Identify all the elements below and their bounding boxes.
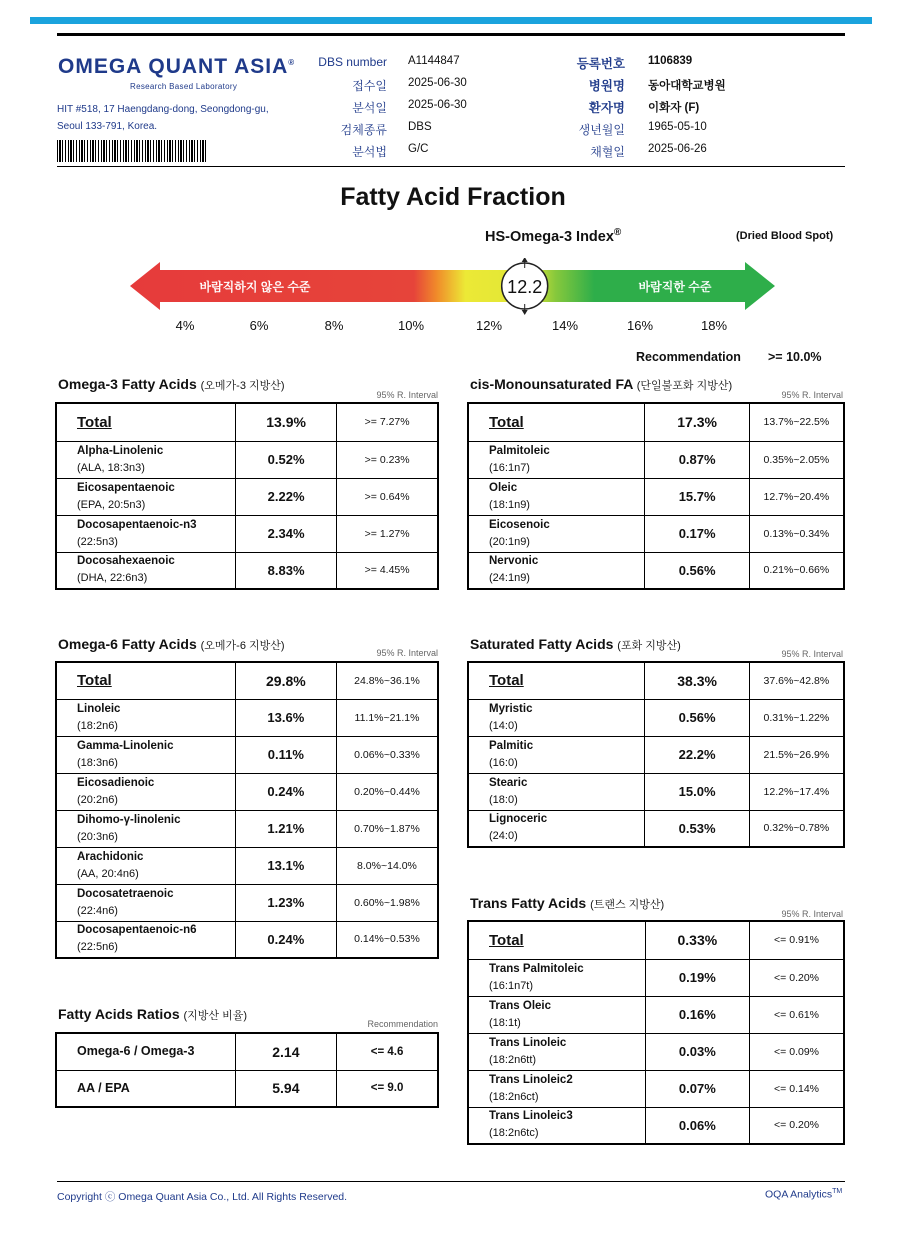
good-zone-label: 바람직한 수준 [638, 280, 712, 294]
scale-label-16: 16% [626, 318, 654, 333]
patient-name-label: 환자명 [588, 101, 625, 115]
cismono-section-title: cis-Monounsaturated FA (단일불포화 지방산) [470, 376, 733, 392]
index-value-marker [502, 258, 548, 315]
table-row: Alpha-Linolenic (ALA, 18:3n3) 0.52% >= 0.23% [56, 441, 438, 478]
footer-brand: OQA Analytics™ [765, 1188, 843, 1201]
table-row: Trans Linoleic2 (18:2n6ct) 0.07% <= 0.14% [468, 1070, 844, 1107]
saturated-total-range: 37.6%~42.8% [749, 662, 844, 699]
scale-label-4: 4% [175, 318, 195, 333]
table-row: Trans Linoleic3 (18:2n6tc) 0.06% <= 0.20% [468, 1107, 844, 1144]
omega3-section-title: Omega-3 Fatty Acids (오메가-3 지방산) [58, 376, 285, 392]
address-line-2: Seoul 133-791, Korea. [57, 121, 158, 132]
index-title: HS-Omega-3 Index® [485, 227, 622, 245]
sample-type-note: (Dried Blood Spot) [736, 230, 834, 242]
omega3-table [55, 402, 439, 590]
cismono-total-value: 17.3% [645, 403, 749, 441]
copyright: Copyright ⓒ Omega Quant Asia Co., Ltd. All Rights Reserved. [57, 1191, 348, 1203]
table-row: Eicosenoic (20:1n9) 0.17% 0.13%~0.34% [468, 515, 844, 552]
ratios-section-title: Fatty Acids Ratios (지방산 비율) [58, 1006, 248, 1022]
receipt-date-label: 접수일 [352, 79, 387, 93]
company-logo: OMEGA QUANT ASIA® [58, 55, 296, 78]
patient-name-value: 이화자 (F) [648, 102, 700, 114]
table-row: Trans Linoleic (18:2n6tt) 0.03% <= 0.09% [468, 1033, 844, 1070]
method-value: G/C [408, 143, 429, 155]
table-row: Trans Oleic (18:1t) 0.16% <= 0.61% [468, 996, 844, 1033]
table-row: Docosatetraenoic (22:4n6) 1.23% 0.60%~1.98% [56, 884, 438, 921]
scale-label-14: 14% [551, 318, 579, 333]
address-line-1: HIT #518, 17 Haengdang-dong, Seongdong-gu, [57, 104, 269, 115]
sample-type-label: 검체종류 [340, 123, 387, 137]
scale-label-8: 8% [324, 318, 344, 333]
birth-date-label: 생년월일 [578, 123, 625, 137]
table-row: Docosahexaenoic (DHA, 22:6n3) 8.83% >= 4.45% [56, 552, 438, 589]
top-accent-bar [30, 17, 872, 24]
omega6-total-label: Total [56, 662, 235, 699]
trans-total-value: 0.33% [645, 921, 749, 959]
receipt-date-value: 2025-06-30 [408, 77, 467, 89]
trans-total-label: Total [468, 921, 645, 959]
trans-interval-label: 95% R. Interval [781, 909, 843, 919]
recommendation-label: Recommendation [636, 350, 741, 364]
table-row: Docosapentaenoic-n6 (22:5n6) 0.24% 0.14%~0.53% [56, 921, 438, 958]
table-row [468, 662, 844, 699]
collection-date-label: 채혈일 [590, 145, 625, 159]
dbs-number-label: DBS number [318, 55, 387, 69]
table-row: AA / EPA 5.94 <= 9.0 [56, 1070, 438, 1107]
omega3-index-gauge [130, 258, 780, 318]
table-row: Eicosapentaenoic (EPA, 20:5n3) 2.22% >= 0.64% [56, 478, 438, 515]
barcode [57, 140, 207, 162]
saturated-section-title: Saturated Fatty Acids (포화 지방산) [470, 636, 681, 652]
table-row: Stearic (18:0) 15.0% 12.2%~17.4% [468, 773, 844, 810]
table-row [56, 662, 438, 699]
method-label: 분석법 [352, 145, 387, 159]
trans-section-title: Trans Fatty Acids (트랜스 지방산) [470, 895, 665, 911]
bad-zone-label: 바람직하지 않은 수준 [199, 280, 311, 294]
trans-table [467, 920, 845, 1145]
hospital-value: 동아대학교병원 [648, 80, 726, 92]
cismono-interval-label: 95% R. Interval [781, 390, 843, 400]
omega6-total-range: 24.8%~36.1% [336, 662, 438, 699]
table-row: Myristic (14:0) 0.56% 0.31%~1.22% [468, 699, 844, 736]
analysis-date-value: 2025-06-30 [408, 99, 467, 111]
footer-rule [57, 1181, 845, 1182]
table-row: Arachidonic (AA, 20:4n6) 13.1% 8.0%~14.0% [56, 847, 438, 884]
cismono-total-label: Total [468, 403, 645, 441]
omega3-total-label: Total [56, 403, 235, 441]
table-row: Dihomo-γ-linolenic (20:3n6) 1.21% 0.70%~1.87% [56, 810, 438, 847]
saturated-total-label: Total [468, 662, 645, 699]
scale-label-10: 10% [397, 318, 425, 333]
omega6-table [55, 661, 439, 959]
table-row: Docosapentaenoic-n3 (22:5n3) 2.34% >= 1.27% [56, 515, 438, 552]
header-bottom-rule [57, 166, 845, 167]
omega3-total-value: 13.9% [235, 403, 336, 441]
table-row: Palmitoleic (16:1n7) 0.87% 0.35%~2.05% [468, 441, 844, 478]
dbs-number-value: A1144847 [408, 55, 460, 67]
saturated-table [467, 661, 845, 848]
trans-total-range: <= 0.91% [750, 921, 844, 959]
table-row [56, 403, 438, 441]
table-row: Linoleic (18:2n6) 13.6% 11.1%~21.1% [56, 699, 438, 736]
logo-subtitle: Research Based Laboratory [130, 82, 238, 91]
table-row: Omega-6 / Omega-3 2.14 <= 4.6 [56, 1033, 438, 1070]
omega3-total-range: >= 7.27% [337, 403, 438, 441]
sample-type-value: DBS [408, 121, 432, 133]
hospital-label: 병원명 [588, 79, 625, 93]
table-row [468, 403, 844, 441]
table-row: Oleic (18:1n9) 15.7% 12.7%~20.4% [468, 478, 844, 515]
collection-date-value: 2025-06-26 [648, 143, 707, 155]
index-value: 12.2 [507, 277, 543, 297]
table-row: Gamma-Linolenic (18:3n6) 0.11% 0.06%~0.33% [56, 736, 438, 773]
saturated-total-value: 38.3% [645, 662, 749, 699]
scale-label-6: 6% [249, 318, 269, 333]
scale-label-18: 18% [700, 318, 728, 333]
omega6-section-title: Omega-6 Fatty Acids (오메가-6 지방산) [58, 636, 285, 652]
registration-number-label: 등록번호 [576, 57, 625, 71]
saturated-interval-label: 95% R. Interval [781, 649, 843, 659]
table-row [468, 921, 844, 959]
table-row: Nervonic (24:1n9) 0.56% 0.21%~0.66% [468, 552, 844, 589]
cismono-table [467, 402, 845, 590]
analysis-date-label: 분석일 [352, 101, 387, 115]
omega6-total-value: 29.8% [235, 662, 336, 699]
ratios-recommendation-label: Recommendation [367, 1019, 438, 1029]
cismono-total-range: 13.7%~22.5% [749, 403, 844, 441]
registration-number-value: 1106839 [648, 55, 693, 67]
birth-date-value: 1965-05-10 [648, 121, 707, 133]
ratios-table [55, 1032, 439, 1108]
header-top-rule [57, 33, 845, 36]
table-row: Lignoceric (24:0) 0.53% 0.32%~0.78% [468, 810, 844, 847]
omega3-interval-label: 95% R. Interval [376, 390, 438, 400]
table-row: Eicosadienoic (20:2n6) 0.24% 0.20%~0.44% [56, 773, 438, 810]
page-title: Fatty Acid Fraction [340, 183, 566, 211]
omega6-interval-label: 95% R. Interval [376, 648, 438, 658]
table-row: Palmitic (16:0) 22.2% 21.5%~26.9% [468, 736, 844, 773]
recommendation-value: >= 10.0% [768, 350, 822, 364]
table-row: Trans Palmitoleic (16:1n7t) 0.19% <= 0.20% [468, 959, 844, 996]
scale-label-12: 12% [475, 318, 503, 333]
